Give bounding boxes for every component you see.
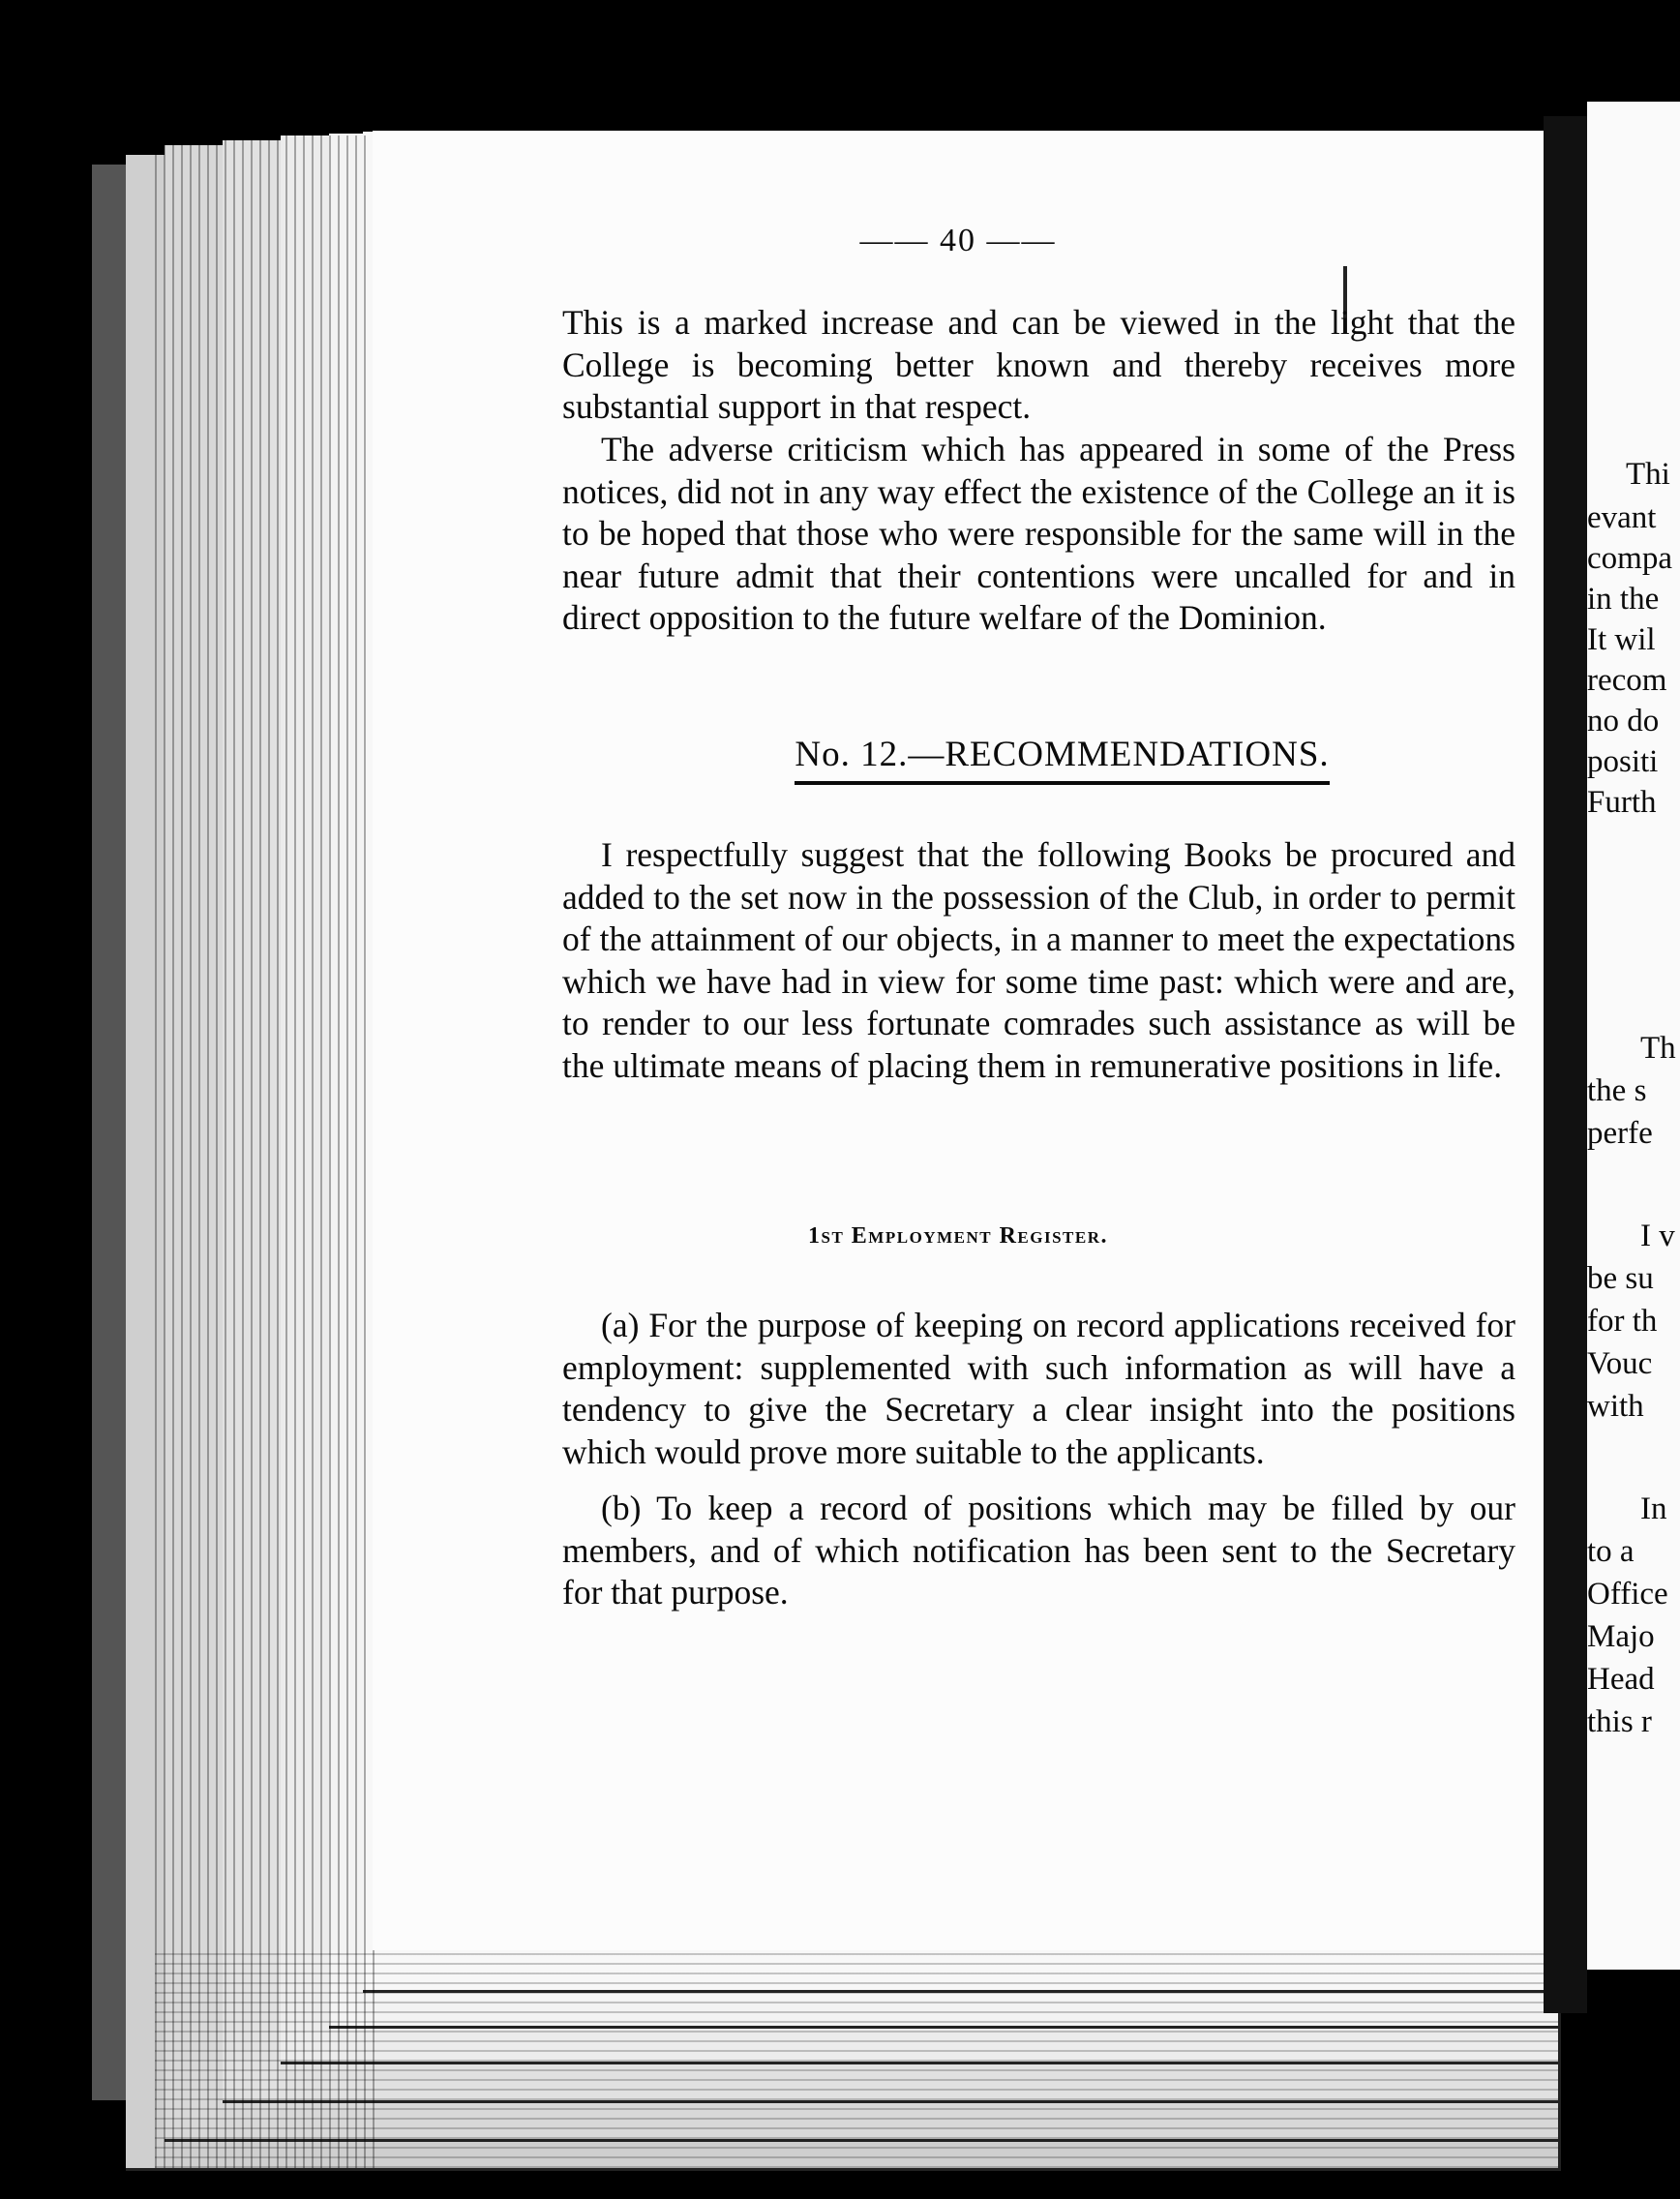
next-page-fragment: Thi bbox=[1626, 457, 1670, 492]
next-page-fragment: to a bbox=[1587, 1534, 1635, 1569]
item-a-paragraph: (a) For the purpose of keeping on record applications received for employment: supplemented with such information as will have a tendency to give the Secretary a clear insight into the positions which would prove more suitable to the applicants. bbox=[562, 1306, 1515, 1471]
next-page-fragment: I v bbox=[1640, 1219, 1675, 1253]
recommendation-paragraph: I respectfully suggest that the following Books be procured and added to the set now in the possession of the Club, in order to permit of the attainment of our objects, in a manner to meet the expectations which we have had in view for some time past: which were and are, to render to our less fortunate comrades such assistance as will be the ultimate means of placing them in remunerative positions in life. bbox=[562, 835, 1515, 1085]
next-page-fragment: recom bbox=[1587, 663, 1667, 698]
next-page-fragment: this r bbox=[1587, 1704, 1652, 1739]
next-page-fragment: for th bbox=[1587, 1304, 1658, 1339]
next-page-fragment: positi bbox=[1587, 744, 1659, 779]
item-b-block bbox=[562, 1488, 1515, 1614]
next-page-fragment: perfe bbox=[1587, 1116, 1653, 1151]
section-heading: No. 12.—RECOMMENDATIONS. bbox=[795, 734, 1329, 785]
continuation-paragraph-block bbox=[562, 302, 1515, 429]
next-page-fragment: compa bbox=[1587, 541, 1672, 576]
next-page-fragment: Th bbox=[1640, 1031, 1676, 1066]
criticism-paragraph-block bbox=[562, 429, 1515, 640]
next-page-fragment: Head bbox=[1587, 1662, 1655, 1697]
next-page-fragment: evant bbox=[1587, 500, 1657, 535]
book-page bbox=[373, 131, 1544, 1950]
next-page-fragment: the s bbox=[1587, 1073, 1647, 1108]
criticism-paragraph: The adverse criticism which has appeared in some of the Press notices, did not in any way effect the existence of the College an it is to be hoped that those who were responsible for the same will in the near future admit that their contentions were uncalled for and in direct opposition to the future welfare of the Dominion. bbox=[562, 430, 1515, 637]
next-page-fragment: Office bbox=[1587, 1577, 1668, 1612]
next-page-fragment: with bbox=[1587, 1389, 1644, 1424]
recommendation-paragraph-block bbox=[562, 834, 1515, 1087]
next-page-fragment: Majo bbox=[1587, 1619, 1655, 1654]
item-a-block bbox=[562, 1305, 1515, 1473]
page-bottom-texture bbox=[155, 1945, 1558, 2168]
continuation-paragraph: This is a marked increase and can be viewed in the light that the College is becoming better known and thereby receives more substantial support in that respect. bbox=[562, 303, 1515, 426]
next-page-fragment: be su bbox=[1587, 1261, 1654, 1296]
next-page-fragment: Vouc bbox=[1587, 1346, 1653, 1381]
employment-register-subheading: 1st Employment Register. bbox=[808, 1223, 1108, 1249]
page-edge-texture bbox=[155, 136, 377, 2168]
next-page-fragment: in the bbox=[1587, 582, 1660, 617]
section-heading-wrap bbox=[373, 734, 1544, 785]
next-page-fragment: no do bbox=[1587, 704, 1660, 738]
next-page-fragment: Furth bbox=[1587, 785, 1657, 820]
next-page-fragment: It wil bbox=[1587, 622, 1656, 657]
page-number: —— 40 —— bbox=[859, 223, 1057, 258]
next-page-sliver bbox=[1587, 102, 1680, 1970]
book-gutter bbox=[1544, 116, 1587, 2013]
item-b-paragraph: (b) To keep a record of positions which may be filled by our members, and of which notification has been sent to the Secretary for that purpose. bbox=[562, 1489, 1515, 1612]
next-page-fragment: In bbox=[1640, 1491, 1667, 1526]
